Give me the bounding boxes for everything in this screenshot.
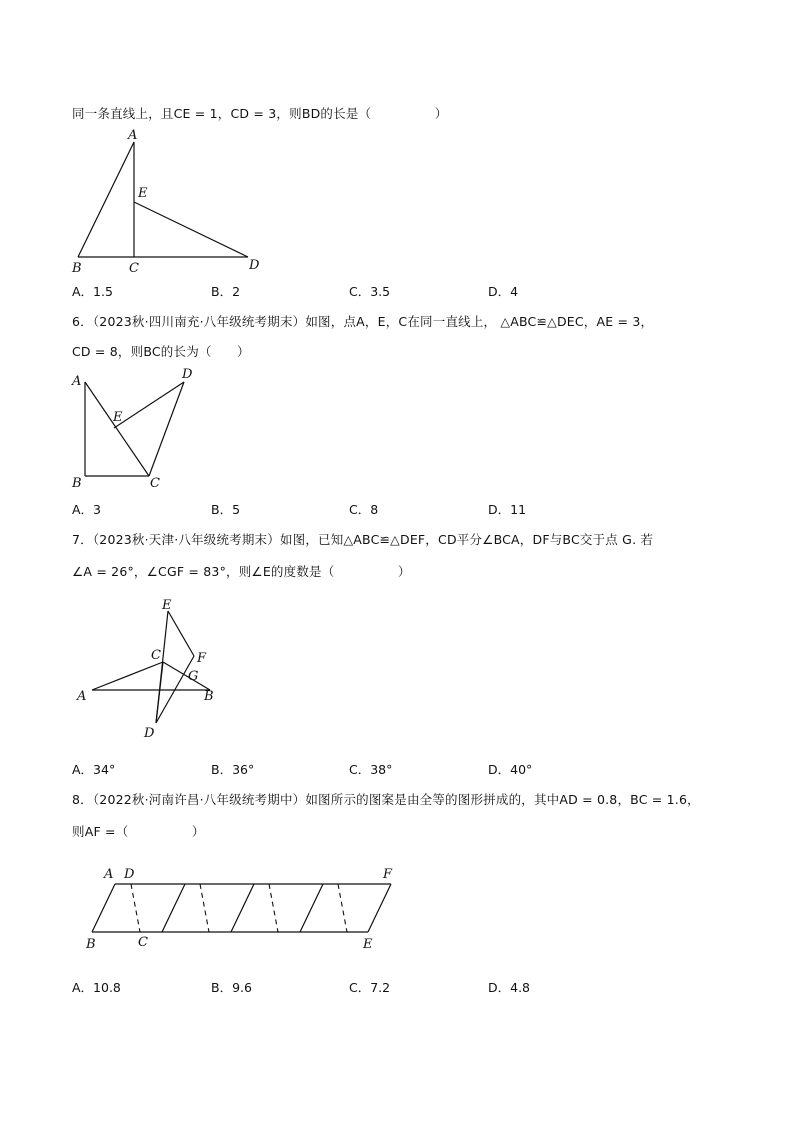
q8-label-d: D (124, 867, 135, 882)
q7-label-e: E (162, 598, 172, 613)
q7-option-c[interactable]: C．38° (349, 762, 393, 777)
q8-dash-3 (269, 884, 278, 932)
q7-option-d[interactable]: D．40° (488, 762, 533, 777)
q8-solid-1 (162, 884, 185, 932)
q7-label-g: G (188, 669, 199, 684)
q8-dash-4 (338, 884, 347, 932)
q8-label-a: A (104, 867, 114, 882)
q6-option-c[interactable]: C．8 (349, 502, 379, 517)
q8-label-e: E (363, 937, 373, 952)
q6-stem-line2: CD = 8，则BC的长为（ ） (72, 344, 250, 359)
q8-stem-line1: 8．（2022秋·河南许昌·八年级统考期中）如图所示的图案是由全等的图形拼成的，其中AD = 0.8，BC = 1.6， (72, 792, 700, 807)
q8-option-d[interactable]: D．4.8 (488, 980, 531, 995)
q7-label-d: D (144, 726, 155, 741)
q7-option-a[interactable]: A．34° (72, 762, 116, 777)
q8-option-b[interactable]: B．9.6 (211, 980, 252, 995)
q6-options (72, 500, 632, 518)
q7-label-f: F (197, 651, 207, 666)
q6-figure (66, 364, 206, 492)
q7-seg-ac (92, 662, 163, 690)
q7-stem-line2: ∠A = 26°，∠CGF = 83°，则∠E的度数是（ ） (72, 564, 411, 579)
q8-stem-line2: 则AF =（ ） (72, 824, 205, 839)
q5-figure (66, 126, 276, 276)
q6-label-a: A (72, 374, 82, 389)
q5-label-c: C (129, 261, 139, 276)
q7-label-a: A (77, 689, 87, 704)
q8-dash-1 (131, 884, 140, 932)
q6-option-b[interactable]: B．5 (211, 502, 241, 517)
q5-label-d: D (249, 258, 260, 273)
q5-label-e: E (138, 186, 148, 201)
q8-solid-3 (300, 884, 323, 932)
q5-option-a[interactable]: A．1.5 (72, 284, 113, 299)
q5-seg-ab (78, 142, 134, 257)
q8-option-a[interactable]: A．10.8 (72, 980, 121, 995)
q7-figure (70, 596, 230, 744)
q8-figure (78, 862, 408, 954)
q7-label-c: C (151, 648, 161, 663)
q7-option-b[interactable]: B．36° (211, 762, 255, 777)
q8-label-c: C (138, 935, 148, 950)
q8-dash-2 (200, 884, 209, 932)
q8-label-f: F (383, 867, 393, 882)
q8-option-c[interactable]: C．7.2 (349, 980, 391, 995)
q6-option-d[interactable]: D．11 (488, 502, 527, 517)
q5-label-b: B (72, 261, 82, 276)
q6-label-d: D (182, 367, 193, 382)
q7-stem-line1: 7．（2023秋·天津·八年级统考期末）如图，已知△ABC≌△DEF，CD平分∠BCA，DF与BC交于点 G. 若 (72, 532, 654, 547)
q7-seg-cb (163, 662, 210, 690)
q8-seg-fe (368, 884, 391, 932)
q8-options (72, 978, 632, 996)
q6-seg-ac (85, 382, 149, 476)
q5-option-d[interactable]: D．4 (488, 284, 519, 299)
q6-seg-ed (114, 382, 184, 428)
q6-label-e: E (113, 410, 123, 425)
q5-options (72, 282, 632, 300)
q6-label-b: B (72, 476, 82, 491)
q5-label-a: A (128, 128, 138, 143)
q5-seg-ed (134, 202, 248, 257)
q7-label-b: B (204, 689, 214, 704)
q6-label-c: C (150, 476, 160, 491)
q6-seg-dc (149, 382, 184, 476)
q5-stem-line2: 同一条直线上，且CE = 1，CD = 3，则BD的长是（ ） (72, 106, 448, 121)
q5-option-c[interactable]: C．3.5 (349, 284, 391, 299)
q7-options (72, 760, 632, 778)
q6-stem-line1: 6．（2023秋·四川南充·八年级统考期末）如图，点A，E，C在同一直线上， △ABC≌△DEC，AE = 3， (72, 314, 654, 329)
q8-solid-2 (231, 884, 254, 932)
q8-label-b: B (86, 937, 96, 952)
q5-option-b[interactable]: B．2 (211, 284, 241, 299)
q7-seg-ef (168, 611, 194, 656)
q6-option-a[interactable]: A．3 (72, 502, 102, 517)
q8-seg-ab (92, 884, 115, 932)
